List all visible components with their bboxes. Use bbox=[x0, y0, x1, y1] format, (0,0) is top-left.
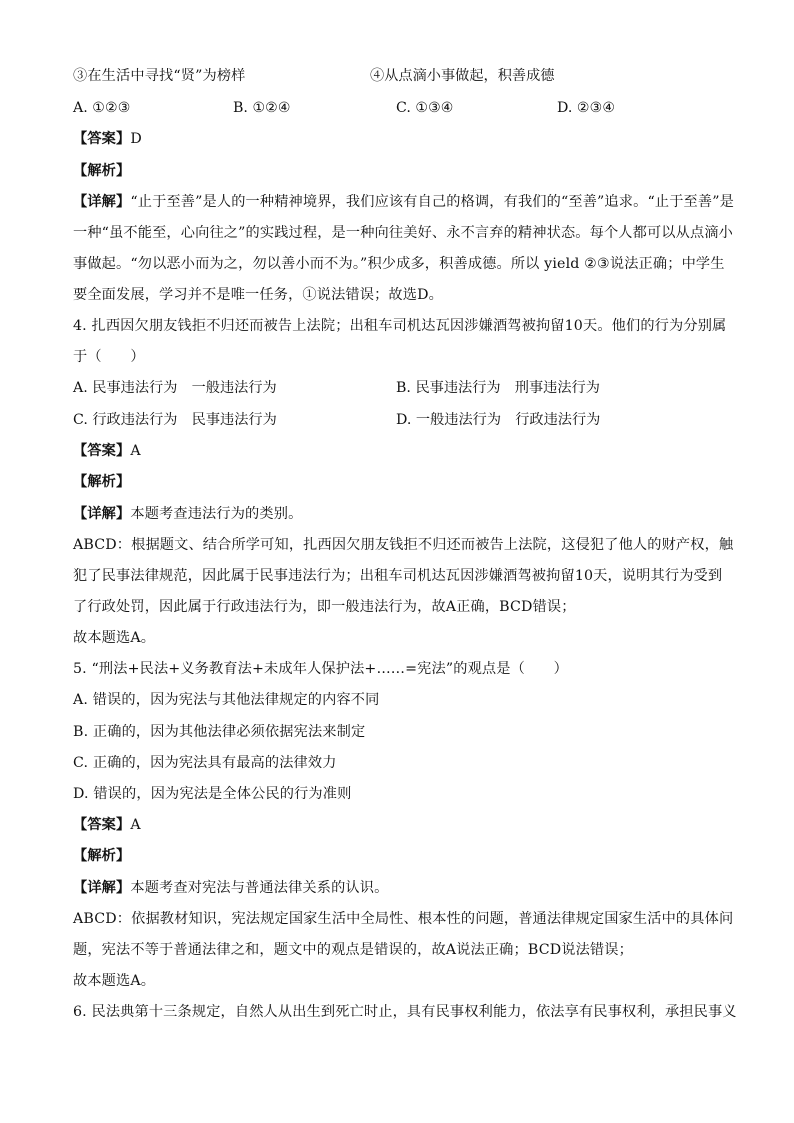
answer-tag: 【答案】 bbox=[73, 817, 131, 833]
q5-detail-line-2: ABCD：依据教材知识，宪法规定国家生活中全局性、根本性的问题，普通法律规定国家生活中的具体问 bbox=[73, 911, 734, 927]
detail-text: 本题考查对宪法与普通法律关系的认识。 bbox=[130, 880, 389, 896]
detail-text: 本题考查违法行为的类别。 bbox=[130, 506, 303, 522]
q4-answer bbox=[73, 441, 141, 461]
q4-analysis-tag: 【解析】 bbox=[73, 474, 131, 490]
q4-option-c: C. 行政违法行为 民事违法行为 bbox=[73, 412, 277, 428]
q4-option-b: B. 民事违法行为 刑事违法行为 bbox=[396, 380, 600, 396]
q5-detail-line-3: 题，宪法不等于普通法律之和，题文中的观点是错误的，故A说法正确；BCD说法错误； bbox=[73, 942, 633, 958]
q3-analysis-tag: 【解析】 bbox=[73, 163, 131, 179]
q3-detail-line-4: 要全面发展，学习并不是唯一任务，①说法错误；故选D。 bbox=[73, 287, 443, 303]
detail-tag: 【详解】 bbox=[73, 194, 131, 210]
answer-tag: 【答案】 bbox=[73, 131, 131, 147]
q4-option-a: A. 民事违法行为 一般违法行为 bbox=[73, 380, 277, 396]
q3-option-a: A. ①②③ bbox=[73, 100, 131, 116]
q3-answer bbox=[73, 129, 142, 149]
answer-tag: 【答案】 bbox=[73, 443, 131, 459]
detail-text: “止于至善”是人的一种精神境界，我们应该有自己的格调，有我们的“至善”追求。“止于至善”是 bbox=[130, 194, 734, 210]
q4-stem-line-1: 4. 扎西因欠朋友钱拒不归还而被告上法院；出租车司机达瓦因涉嫌酒驾被拘留10天。他们的行为分别属 bbox=[73, 318, 727, 334]
q5-option-a: A. 错误的，因为宪法与其他法律规定的内容不同 bbox=[73, 692, 380, 708]
q4-stem-line-2: 于（ ） bbox=[73, 349, 145, 365]
answer-value: A bbox=[130, 817, 141, 833]
q5-answer bbox=[73, 815, 141, 835]
q5-option-c: C. 正确的，因为宪法具有最高的法律效力 bbox=[73, 755, 337, 771]
q4-detail-line-3: 犯了民事法律规范，因此属于民事违法行为；出租车司机达瓦因涉嫌酒驾被拘留10天，说明其行为受到 bbox=[73, 568, 723, 584]
q5-analysis-tag: 【解析】 bbox=[73, 848, 131, 864]
q6-stem: 6. 民法典第十三条规定，自然人从出生到死亡时止，具有民事权利能力，依法享有民事权利，承担民事义 bbox=[73, 1004, 737, 1020]
answer-value: D bbox=[130, 131, 142, 147]
answer-value: A bbox=[130, 443, 141, 459]
q4-detail-line-4: 了行政处罚，因此属于行政违法行为，即一般违法行为，故A正确，BCD错误； bbox=[73, 599, 576, 615]
detail-tag: 【详解】 bbox=[73, 506, 131, 522]
q5-detail-line-4: 故本题选A。 bbox=[73, 973, 156, 989]
q5-stem: 5. “刑法+民法+义务教育法+未成年人保护法+……=宪法”的观点是（ ） bbox=[73, 661, 568, 677]
q3-detail-line-3: 事做起。“勿以恶小而为之，勿以善小而不为。”积少成多，积善成德。所以 yield ②③说法正确；中学生 bbox=[73, 256, 725, 272]
q3-detail-line-2: 一种“虽不能至，心向往之”的实践过程，是一种向往美好、永不言弃的精神状态。每个人都可以从点滴小 bbox=[73, 225, 733, 241]
q3-item-4: ④从点滴小事做起，积善成德 bbox=[370, 68, 555, 84]
q4-option-d: D. 一般违法行为 行政违法行为 bbox=[396, 412, 601, 428]
q3-detail-line-1 bbox=[73, 192, 734, 212]
q5-option-d: D. 错误的，因为宪法是全体公民的行为准则 bbox=[73, 786, 352, 802]
q5-detail-line-1 bbox=[73, 878, 388, 898]
q4-detail-line-1 bbox=[73, 504, 302, 524]
q4-detail-line-5: 故本题选A。 bbox=[73, 630, 156, 646]
q3-item-3: ③在生活中寻找“贤”为榜样 bbox=[73, 68, 246, 84]
detail-tag: 【详解】 bbox=[73, 880, 131, 896]
q3-option-d: D. ②③④ bbox=[557, 100, 616, 116]
q3-option-b: B. ①②④ bbox=[233, 100, 291, 116]
q3-option-c: C. ①③④ bbox=[396, 100, 454, 116]
q4-detail-line-2: ABCD：根据题文、结合所学可知，扎西因欠朋友钱拒不归还而被告上法院，这侵犯了他人的财产权，触 bbox=[73, 537, 734, 553]
q5-option-b: B. 正确的，因为其他法律必须依据宪法来制定 bbox=[73, 724, 366, 740]
